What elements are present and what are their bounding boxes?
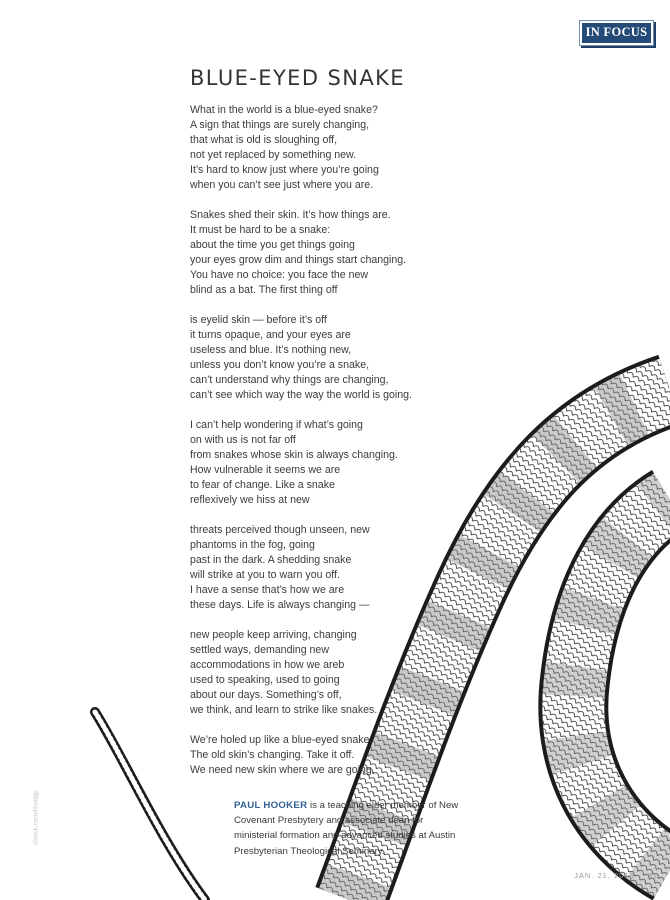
poem-stanza — [190, 523, 440, 613]
issue-date: JAN. 21, 2019 — [574, 871, 635, 880]
poem-line: How vulnerable it seems we are — [190, 464, 341, 476]
poem-line: Snakes shed their skin. It’s how things are. — [190, 209, 391, 221]
poem-line: I can’t help wondering if what’s going — [190, 419, 363, 431]
poem-line: from snakes whose skin is always changing. — [190, 449, 398, 461]
poem-line: blind as a bat. The first thing off — [190, 284, 338, 296]
poem-stanza — [190, 313, 440, 403]
poem-line: settled ways, demanding new — [190, 644, 329, 656]
poem-line: it turns opaque, and your eyes are — [190, 329, 351, 341]
poem-title: BLUE-EYED SNAKE — [190, 66, 405, 90]
poem-line: A sign that things are surely changing, — [190, 119, 370, 131]
poem-stanza — [190, 418, 440, 508]
author-bio — [234, 798, 464, 859]
poem-line: we think, and learn to strike like snakes. — [190, 704, 378, 716]
poem-line: You have no choice: you face the new — [190, 269, 369, 281]
poem-line: will strike at you to warn you off. — [190, 569, 340, 581]
poem-line: What in the world is a blue-eyed snake? — [190, 104, 378, 116]
poem-line: your eyes grow dim and things start changing. — [190, 254, 407, 266]
poem-line: The old skin’s changing. Take it off. — [190, 749, 355, 761]
poem-body — [190, 103, 440, 793]
poem-line: unless you don’t know you’re a snake, — [190, 359, 370, 371]
poem-line: accommodations in how we areb — [190, 659, 345, 671]
poem-line: to fear of change. Like a snake — [190, 479, 335, 491]
poem-line: useless and blue. It’s nothing new, — [190, 344, 352, 356]
poem-line: new people keep arriving, changing — [190, 629, 357, 641]
poem-line: We need new skin where we are going. — [190, 764, 375, 776]
poem-line: can’t understand why things are changing, — [190, 374, 389, 386]
poem-stanza — [190, 628, 440, 718]
poem-line: past in the dark. A shedding snake — [190, 554, 352, 566]
poem-line: can’t see which way the way the world is going. — [190, 389, 412, 401]
poem-line: these days. Life is always changing — — [190, 599, 370, 611]
poem-line: used to speaking, used to going — [190, 674, 340, 686]
poem-line: threats perceived though unseen, new — [190, 524, 370, 536]
poem-line: reflexively we hiss at new — [190, 494, 310, 506]
poem-line: phantoms in the fog, going — [190, 539, 315, 551]
page-number: 31 — [647, 871, 658, 880]
author-name: PAUL HOOKER — [234, 800, 308, 811]
poem-stanza — [190, 733, 440, 778]
poem-line: It must be hard to be a snake: — [190, 224, 331, 236]
poem-line: when you can’t see just where you are. — [190, 179, 374, 191]
poem-line: on with us is not far off — [190, 434, 296, 446]
poem-line: about the time you get things going — [190, 239, 355, 251]
photo-credit: iStock.com/Rusiljjp — [32, 790, 40, 845]
poem-line: that what is old is sloughing off, — [190, 134, 338, 146]
poem-stanza — [190, 103, 440, 193]
section-badge-label: IN FOCUS — [582, 23, 651, 43]
poem-line: It’s hard to know just where you’re going — [190, 164, 379, 176]
poem-stanza — [190, 208, 440, 298]
page-footer — [574, 871, 658, 880]
poem-line: is eyelid skin — before it’s off — [190, 314, 327, 326]
poem-line: not yet replaced by something new. — [190, 149, 357, 161]
poem-line: We’re holed up like a blue-eyed snake. — [190, 734, 373, 746]
footer-divider: | — [639, 871, 643, 880]
poem-line: I have a sense that’s how we are — [190, 584, 345, 596]
author-bio-text: is a teaching elder member of New Covenant Presbytery and associate dean for ministerial formation and advanced studies at Austin Presbyterian Theological Seminary. — [234, 800, 459, 857]
poem-line: about our days. Something’s off, — [190, 689, 342, 701]
